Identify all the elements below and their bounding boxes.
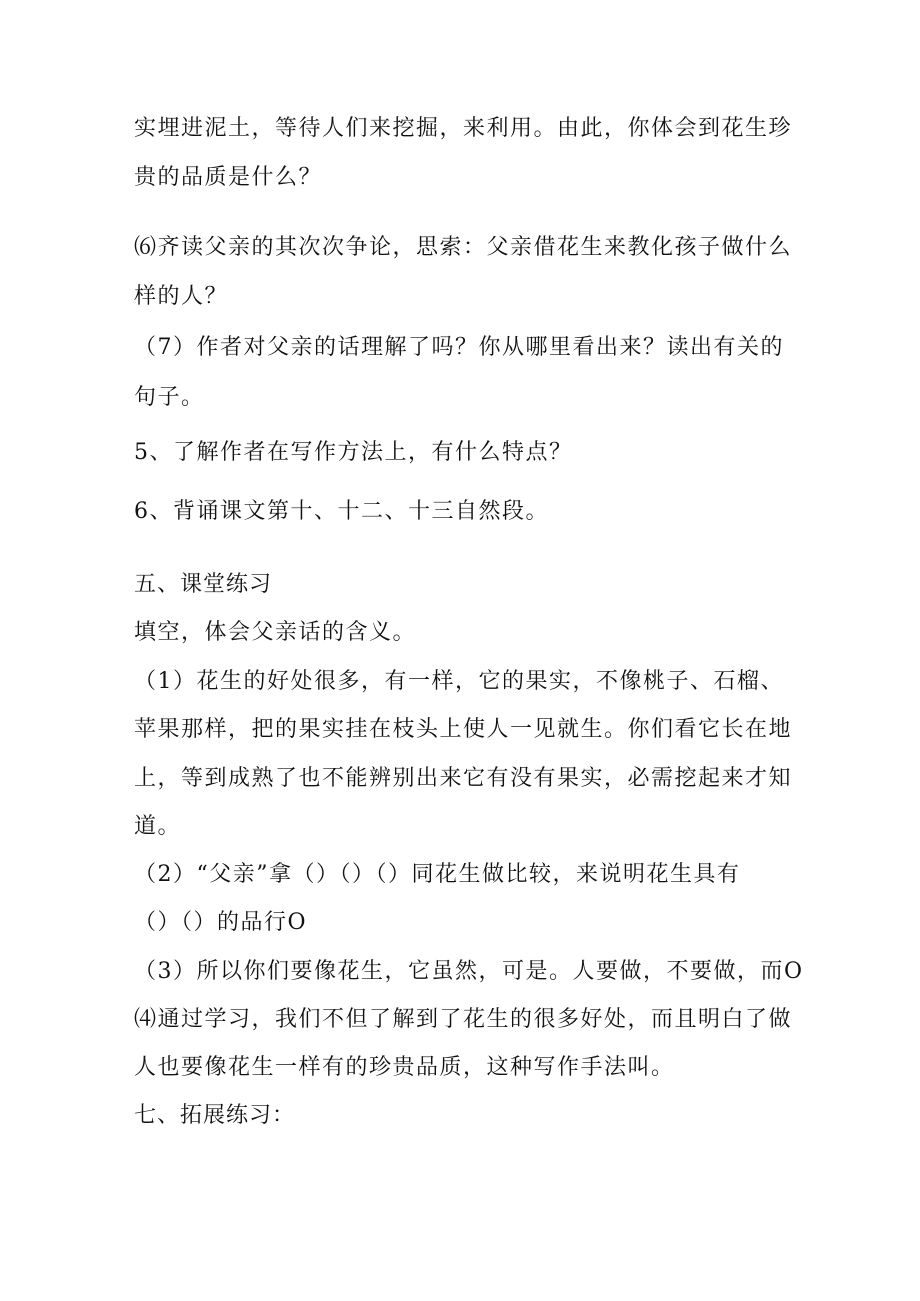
text-line: 人也要像花生一样有的珍贵品质，这种写作手法叫。 — [134, 1055, 675, 1080]
text-line: 填空，体会父亲话的含义。 — [134, 620, 417, 645]
text-line: （2）“父亲”拿（）（）（）同花生做比较，来说明花生具有 — [134, 862, 741, 887]
text-line: ⑷通过学习，我们不但了解到了花生的很多好处，而且明白了做 — [134, 1007, 793, 1032]
text-line: 贵的品质是什么？ — [134, 165, 323, 190]
text-line: 实埋进泥土，等待人们来挖掘，来利用。由此，你体会到花生珍 — [134, 116, 793, 141]
text-line: ⑹齐读父亲的其次次争论，思索：父亲借花生来教化孩子做什么 — [134, 235, 793, 260]
text-line: （）（）的品行O — [134, 910, 308, 935]
text-line: 苹果那样，把的果实挂在枝头上使人一见就生。你们看它长在地 — [134, 717, 793, 742]
text-line: （7）作者对父亲的话理解了吗？你从哪里看出来？读出有关的 — [134, 335, 784, 360]
text-line: 上，等到成熟了也不能辨别出来它有没有果实，必需挖起来才知 — [134, 766, 793, 791]
text-line: （3）所以你们要像花生，它虽然，可是。人要做，不要做，而O — [134, 959, 804, 984]
text-line: 句子。 — [134, 385, 205, 410]
text-line: 6、背诵课文第十、十二、十三自然段。 — [134, 499, 549, 524]
section-heading: 五、课堂练习 — [134, 572, 273, 597]
text-line: 样的人？ — [134, 284, 229, 309]
text-line: （1）花生的好处很多，有一样，它的果实，不像桃子、石榴、 — [134, 669, 784, 694]
text-line: 5、了解作者在写作方法上，有什么特点？ — [134, 440, 573, 465]
text-line: 道。 — [134, 814, 182, 839]
section-heading: 七、拓展练习： — [134, 1103, 296, 1128]
